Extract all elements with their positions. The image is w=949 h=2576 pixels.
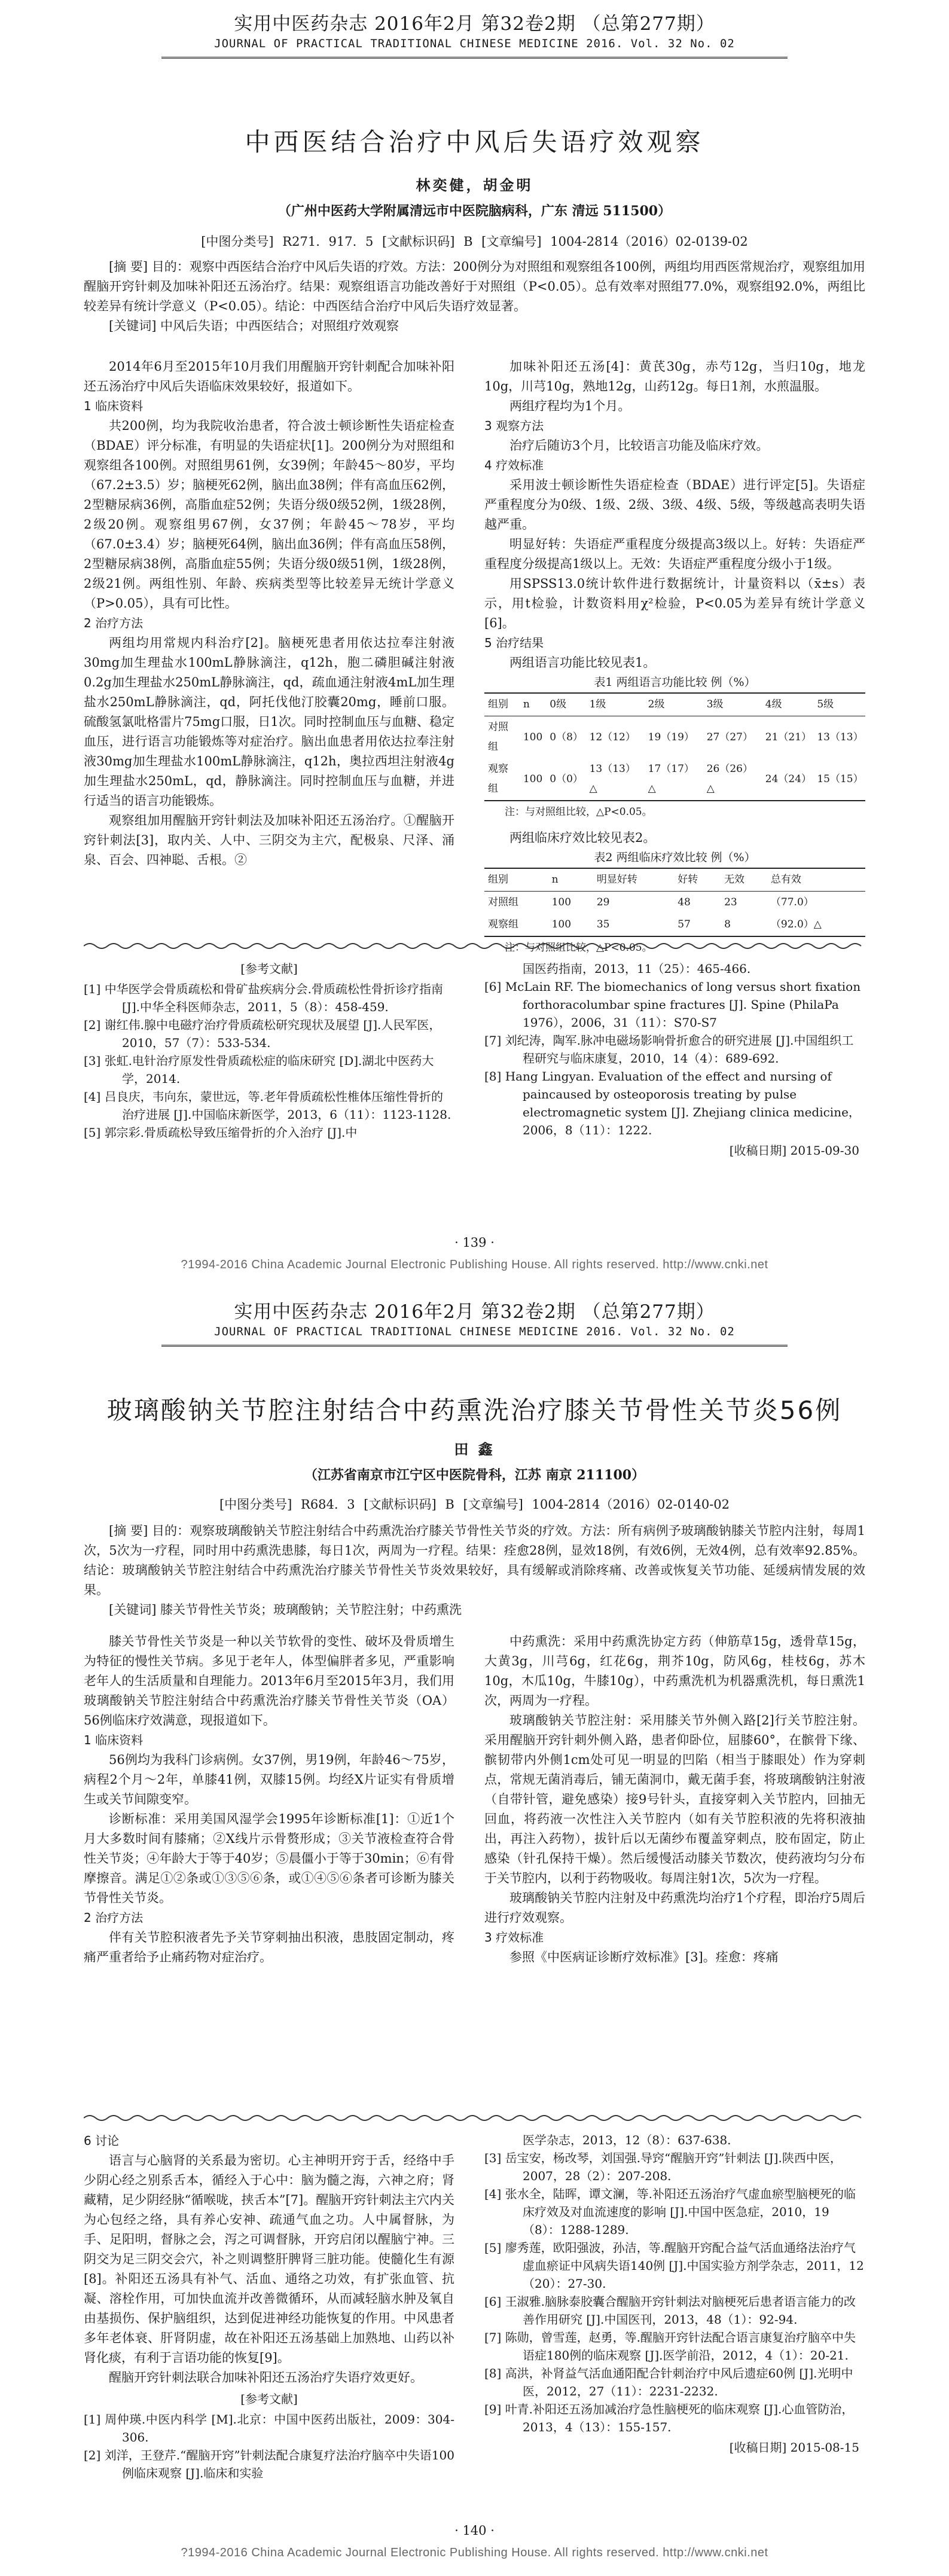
section-heading: 1 临床资料 <box>84 399 144 413</box>
table-cell: 26（26）△ <box>706 763 753 795</box>
table-header-cell: 2级 <box>648 698 665 710</box>
paragraph: 语言与心脑肾的关系最为密切。心主神明开窍于舌，经络中手少阴心经之别系舌本，循经入于心中：脑为髓之海，六神之府；肾藏精，足少阴经脉“循喉咙，挟舌本”[7]。醒脑开窍针刺法主穴内关为心包经之络，具有养心安神、疏通气血之功。人中属督脉，为手、足阳明，督脉之会，泻之可调督脉，开窍启闭以醒脑宁神。三阴交为足三阴交会穴，补之则调整肝脾肾三脏功能。使髓化生有源[8]。补阳还五汤具有补气、活血、通络之功效，有扩张血管、抗凝、溶栓作用，可加快血流并改善微循环，从而减轻脑水肿及氧自由基损伤、保护脑组织，达到促进神经功能恢复的作用。中风患者多年老体衰、肝肾阴虚，故在补阳还五汤基础上加熟地、山药以补肾化痰，有利于言语功能的恢复[9]。 <box>84 2153 454 2365</box>
reference-item: [7] 陈勋，曾雪莲，赵勇，等.醒脑开窍针法配合语言康复治疗脑卒中失语症180例的临床观察 [J].医学前沿，2012，4（1）：20-21. <box>484 2330 856 2363</box>
table-cell: 12（12） <box>589 731 636 743</box>
references-left <box>84 2390 454 2482</box>
table-header-cell: 1级 <box>589 698 606 710</box>
classification-line: [中图分类号] R684. 3 [文献标识码] B [文章编号] 1004-2814（2016）02-0140-02 <box>219 1497 730 1512</box>
reference-item: [8] 高洪，补肾益气活血通阳配合针刺治疗中风后遗症60例 [J].光明中医，2012，27（11）：2231-2232. <box>484 2366 853 2398</box>
running-header-subtitle: JOURNAL OF PRACTICAL TRADITIONAL CHINESE MEDICINE 2016. Vol. 32 No. 02 <box>214 37 735 50</box>
table-header-cell: 0级 <box>550 698 567 710</box>
paragraph: 两组均用常规内科治疗[2]。脑梗死患者用依达拉奉注射液30mg加生理盐水100mL静脉滴注，q12h，胞二磷胆碱注射液0.2g加生理盐水250mL静脉滴注，qd，疏血通注射液4mL加生理盐水250mL静脉滴注，qd，阿托伐他汀胶囊20mg，睡前口服。硫酸氢氯吡格雷片75mg口服，日1次。同时控制血压与血糖、稳定血压，进行语言功能锻炼等对症治疗。脑出血患者用依达拉奉注射液30mg加生理盐水100mL静脉滴注，q12h，奥拉西坦注射液4g加生理盐水250mL，qd，静脉滴注。同时控制血压与血糖，并进行适当的语言功能锻炼。 <box>84 636 454 808</box>
section-heading: 3 观察方法 <box>484 419 544 433</box>
abstract-text: [摘 要] 目的：观察玻璃酸钠关节腔注射结合中药熏洗治疗膝关节骨性关节炎的疗效。方法：所有病例予玻璃酸钠膝关节腔内注射，每周1次，5次为一疗程，同时用中药熏洗患膝，每日1次，两周为一疗程。结果：痊愈28例，显效18例，有效6例，无效4例，总有效率92.85%。结论：玻璃酸钠关节腔注射结合中药熏洗治疗膝关节骨性关节炎效果较好，具有缓解或消除疼痛、改善或恢复关节功能、延缓病情发展的效果。 <box>84 1524 865 1597</box>
references-right <box>484 2131 865 2456</box>
keywords: [关键词] 膝关节骨性关节炎；玻璃酸钠；关节腔注射；中药熏洗 <box>109 1603 462 1617</box>
section-heading: 1 临床资料 <box>84 1733 144 1747</box>
running-header-title: 实用中医药杂志 2016年2月 第32卷2期 （总第277期） <box>234 1301 715 1323</box>
table-cell: 100 <box>551 918 572 930</box>
table-2-note: 注：与对照组比较，△P<0.05。 <box>505 942 652 954</box>
references-heading: [参考文献] <box>240 962 298 976</box>
table-header-cell: 总有效 <box>770 874 801 886</box>
table-row <box>484 716 865 759</box>
paragraph: 两组临床疗效比较见表2。 <box>509 831 656 845</box>
reference-item: [5] 廖秀莲，欧阳强波，孙洁，等.醒脑开窍配合益气活血通络法治疗气虚血瘀证中风病失语140例 [J].中国实验方剂学杂志，2011，12（20）：27-30. <box>484 2241 864 2291</box>
section-heading: 3 疗效标准 <box>484 1930 544 1945</box>
paragraph: 明显好转：失语症严重程度分级提高3级以上。好转：失语症严重程度分级提高1级以上。无效：失语症严重程度分级小于1级。 <box>484 537 865 571</box>
running-header-title: 实用中医药杂志 2016年2月 第32卷2期 （总第277期） <box>234 13 715 35</box>
paragraph: 醒脑开窍针刺法联合加味补阳还五汤治疗失语疗效更好。 <box>109 2370 423 2385</box>
references-heading: [参考文献] <box>240 2392 298 2406</box>
reference-item: [3] 岳宝安，杨改琴，刘国强.导窍“醒脑开窍”针刺法 [J].陕西中医，2007，28（2）：207-208. <box>484 2151 842 2183</box>
table-cell: 29 <box>596 896 610 908</box>
reference-item: [3] 张虹.电针治疗原发性骨质疏松症的临床研究 [D].湖北中医药大学，2014. <box>84 1054 434 1086</box>
page-number: · 140 · <box>454 2523 495 2538</box>
reference-item: [7] 刘纪涛，陶军.脉冲电磁场影响骨折愈合的研究进展 [J].中国组织工程研究与临床康复，2010，14（4）：689-692. <box>484 1033 854 1066</box>
body-right-column <box>484 1632 865 1967</box>
header-rule <box>161 57 788 59</box>
table-2-caption: 表2 两组临床疗效比较 例（%） <box>594 851 756 864</box>
table-header-cell: n <box>523 698 530 710</box>
table-cell: 对照组 <box>488 721 508 753</box>
table-header-cell: 明显好转 <box>596 874 637 886</box>
table-cell: 观察组 <box>488 763 508 795</box>
table-cell: 24（24） <box>765 773 812 785</box>
paragraph: 膝关节骨性关节炎是一种以关节软骨的变性、破坏及骨质增生为特征的慢性关节病。多见于老年人，体型偏胖者多见，严重影响老年人的生活质量和自理能力。2013年6月至2015年3月，我们用玻璃酸钠关节腔注射结合中药熏洗治疗膝关节骨性关节炎（OA）56例临床疗效满意，现报道如下。 <box>84 1634 454 1727</box>
table-cell: （92.0）△ <box>770 918 822 930</box>
abstract-block <box>84 257 865 336</box>
reference-item: [2] 谢红伟.腺中电磁疗治疗骨质疏松研究现状及展望 [J].人民军医，2010，57（7）：533-534. <box>84 1018 441 1050</box>
table-header-cell: 3级 <box>706 698 724 710</box>
table-cell: 13（13） <box>817 731 863 743</box>
section-heading: 5 治疗结果 <box>484 636 544 650</box>
reference-item: [6] 王淑雅.脑脉泰胶囊合醒脑开窍针刺法对脑梗死后患者语言能力的改善作用研究 [J].中国医刊，2013，48（1）：92-94. <box>484 2294 856 2327</box>
table-cell: 21（21） <box>765 731 812 743</box>
table-header-cell: 组别 <box>488 874 508 886</box>
table-cell: 13（13）△ <box>589 763 636 795</box>
article-affiliation: （江苏省南京市江宁区中医院骨科，江苏 南京 211100） <box>304 1467 645 1483</box>
table-row <box>484 914 865 936</box>
paragraph: 观察组加用醒脑开窍针刺法及加味补阳还五汤治疗。①醒脑开窍针刺法[3]，取内关、人中、三阴交为主穴，配极泉、尺泽、涌泉、百会、四神聪、舌根。② <box>84 813 454 867</box>
body-right-column <box>484 357 865 964</box>
received-date: [收稿日期] 2015-09-30 <box>729 1143 859 1158</box>
received-date: [收稿日期] 2015-08-15 <box>729 2440 859 2455</box>
reference-item: [1] 中华医学会骨质疏松和骨矿盐疾病分会.骨质疏松性骨折诊疗指南 [J].中华全科医师杂志，2011，5（8）：458-459. <box>84 982 444 1014</box>
table-2 <box>484 868 865 937</box>
reference-item: [2] 刘洋，王登芹.“醒脑开窍”针刺法配合康复疗法治疗脑卒中失语100例临床观察 [J].临床和实验 <box>84 2448 454 2480</box>
paragraph: 中药熏洗：采用中药熏洗协定方药（伸筋草15g，透骨草15g，大黄3g，川芎6g，红花6g，荆芥10g，防风6g，桂枝6g，苏木10g，木瓜10g，牛膝10g），中药熏洗机为机器熏洗机，每日熏洗1次，两周为一疗程。 <box>484 1634 865 1708</box>
table-header-row <box>484 693 865 716</box>
section-divider <box>84 941 865 951</box>
table-cell: 8 <box>724 918 731 930</box>
table-cell: 100 <box>523 731 543 743</box>
paragraph: 玻璃酸钠关节腔内注射及中药熏洗均治疗1个疗程，即治疗5周后进行疗效观察。 <box>484 1891 865 1925</box>
table-row <box>484 758 865 801</box>
paragraph: 采用波士顿诊断性失语症检查（BDAE）进行评定[5]。失语症严重程度分为0级、1级、2级、3级、4级、5级，等级越高表明失语越严重。 <box>484 478 865 532</box>
reference-item: [9] 叶青.补阳还五汤加减治疗急性脑梗死的临床观察 [J].心血管防治，2013，4（13）：155-157. <box>484 2402 854 2434</box>
abstract-text: [摘 要] 目的：观察中西医结合治疗中风后失语的疗效。方法：200例分为对照组和观察组各100例，两组均用西医常规治疗，观察组加用醒脑开窍针刺及加味补阳还五汤治疗。结果：观察组语言功能改善好于对照组（P<0.05）。总有效率对照组77.0%，观察组92.0%，两组比较差异有统计学意义（P<0.05）。结论：中西医结合治疗中风后失语疗效显著。 <box>84 260 865 313</box>
table-1-note: 注：与对照组比较，△P<0.05。 <box>505 806 652 818</box>
table-header-cell: 5级 <box>817 698 834 710</box>
table-cell: 35 <box>596 918 610 930</box>
reference-item: [6] McLain RF. The biomechanics of long versus short fixation forthoracolumbar spine fractures [J]. Spine (PhilaPa 1976），2006，31（11）：S70-S7 <box>484 979 861 1030</box>
table-cell: 观察组 <box>488 918 518 930</box>
copyright-watermark: ?1994-2016 China Academic Journal Electronic Publishing House. All rights reserved. http://www.cnki.net <box>181 1258 768 1271</box>
table-header-cell: n <box>551 874 559 886</box>
reference-item: 医学杂志，2013，12（8）：637-638. <box>523 2133 731 2147</box>
table-cell: 19（19） <box>648 731 694 743</box>
table-header-cell: 组别 <box>488 698 508 710</box>
reference-item: [8] Hang Lingyan. Evaluation of the effect and nursing of paincaused by osteoporosis treating by pulse electromagnetic system [J]. Zhejiang clinica medicine，2006，8（11）：1222. <box>484 1069 860 1137</box>
table-header-cell: 好转 <box>678 874 698 886</box>
table-cell: 27（27） <box>706 731 753 743</box>
abstract-block <box>84 1521 865 1620</box>
article-authors: 林奕健，胡金明 <box>416 176 533 194</box>
table-header-cell: 无效 <box>724 874 745 886</box>
reference-item: 国医药指南，2013，11（25）：465-466. <box>523 962 751 976</box>
table-cell: 对照组 <box>488 896 518 908</box>
keywords: [关键词] 中风后失语；中西医结合；对照组疗效观察 <box>109 319 399 333</box>
paragraph: 玻璃酸钠关节腔注射：采用膝关节外侧入路[2]行关节腔注射。采用醒脑开窍针刺外侧入路，患者仰卧位，屈膝60°，在髌骨下缘、髌韧带内外侧1cm处可见一明显的凹陷（相当于膝眼处）作为穿刺点，常规无菌消毒后，铺无菌洞巾，戴无菌手套，将玻璃酸钠注射液（自带针管，避免感染）接9号针头，直接穿刺入关节腔内，回抽无回血，将药液一次性注入关节腔内（如有关节腔积液的先将积液抽出，再注入药物），拔针后以无菌纱布覆盖穿刺点，胶布固定，防止感染（针孔保持干燥）。然后缓慢活动膝关节数次，使药液均匀分布于关节腔内，以利于药物吸收。每周注射1次，5次为一疗程。 <box>484 1713 865 1885</box>
reference-item: [1] 周仲瑛.中医内科学 [M].北京：中国中医药出版社，2009：304-306. <box>84 2412 454 2444</box>
paragraph: 两组语言功能比较见表1。 <box>509 655 656 670</box>
paragraph: 2014年6月至2015年10月我们用醒脑开窍针刺配合加味补阳还五汤治疗中风后失语临床效果较好，报道如下。 <box>84 359 454 393</box>
table-header-cell: 4级 <box>765 698 782 710</box>
running-header-subtitle: JOURNAL OF PRACTICAL TRADITIONAL CHINESE MEDICINE 2016. Vol. 32 No. 02 <box>214 1325 735 1338</box>
article-authors: 田 鑫 <box>454 1440 495 1458</box>
table-cell: 57 <box>678 918 691 930</box>
table-header-row <box>484 868 865 892</box>
section-heading: 2 治疗方法 <box>84 616 144 630</box>
copyright-watermark: ?1994-2016 China Academic Journal Electronic Publishing House. All rights reserved. http://www.cnki.net <box>181 2546 768 2559</box>
table-1-caption: 表1 两组语言功能比较 例（%） <box>594 676 756 689</box>
page-number: · 139 · <box>454 1235 495 1250</box>
reference-item: [5] 郭宗彩.骨质疏松导致压缩骨折的介入治疗 [J].中 <box>84 1125 358 1140</box>
table-cell: 15（15） <box>817 773 863 785</box>
section-heading: 6 讨论 <box>84 2134 120 2148</box>
header-rule <box>161 1345 788 1347</box>
references-left <box>84 960 454 1142</box>
article-title: 玻璃酸钠关节腔注射结合中药熏洗治疗膝关节骨性关节炎56例 <box>106 1396 843 1425</box>
table-1 <box>484 692 865 801</box>
paragraph: 诊断标准：采用美国风湿学会1995年诊断标准[1]：①近1个月大多数时间有膝痛；②X线片示骨赘形成；③关节液检查符合骨性关节炎；④年龄大于等于40岁；⑤晨僵小于等于30min；⑥有骨摩擦音。满足①②条或①③⑤⑥条，或①④⑤⑥条者可诊断为膝关节骨性关节炎。 <box>84 1812 454 1905</box>
paragraph: 治疗后随访3个月，比较语言功能及临床疗效。 <box>509 438 769 453</box>
table-cell: 0（8） <box>550 731 583 743</box>
table-cell: 23 <box>724 896 737 908</box>
table-cell: 48 <box>678 896 691 908</box>
table-row <box>484 892 865 914</box>
paragraph: 56例均为我科门诊病例。女37例，男19例，年龄46～75岁，病程2个月～2年，单膝41例，双膝15例。均经X片证实有骨质增生或关节间隙变窄。 <box>84 1753 454 1806</box>
table-cell: 17（17）△ <box>648 763 694 795</box>
table-cell: （77.0） <box>770 896 814 908</box>
body-left-column <box>84 357 454 870</box>
table-cell: 100 <box>523 773 543 785</box>
discussion-left-column <box>84 2131 454 2482</box>
body-left-column <box>84 1632 454 1967</box>
article-affiliation: （广州中医药大学附属清远市中医院脑病科，广东 清远 511500） <box>277 203 672 219</box>
paragraph: 加味补阳还五汤[4]：黄芪30g，赤芍12g，当归10g，地龙10g，川芎10g，熟地12g，山药12g。每日1剂，水煎温服。 <box>484 359 865 393</box>
paragraph: 共200例，均为我院收治患者，符合波士顿诊断性失语症检查（BDAE）评分标准，有明显的失语症状[1]。200例分为对照组和观察组各100例。对照组男61例，女39例；年龄45～80岁，平均（67.2±3.5）岁；脑梗死62例，脑出血38例；伴有高血压62例，2型糖尿病36例，高脂血症52例；失语分级0级52例，1级28例，2级20例。观察组男67例，女37例；年龄45～78岁，平均（67.0±3.4）岁；脑梗死64例，脑出血36例；伴有高血压58例，2型糖尿病38例，高脂血症55例；失语分级0级51例，1级28例，2级21例。两组性别、年龄、疾病类型等比较差异无统计学意义（P>0.05），具有可比性。 <box>84 419 454 611</box>
journal-page-140 <box>0 1288 949 2576</box>
section-divider <box>84 2113 865 2123</box>
reference-item: [4] 吕良庆，韦向东，蒙世远，等.老年骨质疏松性椎体压缩性骨折的治疗进展 [J].中国临床新医学，2013，6（11）：1123-1128. <box>84 1089 451 1122</box>
references-right <box>484 960 865 1159</box>
article-title: 中西医结合治疗中风后失语疗效观察 <box>245 127 704 157</box>
table-cell: 100 <box>551 896 572 908</box>
section-heading: 2 治疗方法 <box>84 1910 144 1925</box>
table-cell: 0（0） <box>550 773 583 785</box>
paragraph: 参照《中医病证诊断疗效标准》[3]。痊愈：疼痛 <box>509 1950 779 1964</box>
reference-item: [4] 张水全，陆晖，谭文澜，等.补阳还五汤治疗气虚血瘀型脑梗死的临床疗效及对血流速度的影响 [J].中国中医急症，2010，19（8）：1288-1289. <box>484 2187 856 2237</box>
paragraph: 两组疗程均为1个月。 <box>509 399 631 413</box>
paragraph: 用SPSS13.0统计软件进行数据统计，计量资料以（x̄±s）表示，用t检验，计数资料用χ²检验，P<0.05为差异有统计学意义[6]。 <box>484 576 865 630</box>
paragraph: 伴有关节腔积液者先予关节穿刺抽出积液，患肢固定制动，疼痛严重者给予止痛药物对症治疗。 <box>84 1930 454 1964</box>
section-heading: 4 疗效标准 <box>484 458 544 472</box>
classification-line: [中图分类号] R271. 917. 5 [文献标识码] B [文章编号] 1004-2814（2016）02-0139-02 <box>201 234 748 249</box>
